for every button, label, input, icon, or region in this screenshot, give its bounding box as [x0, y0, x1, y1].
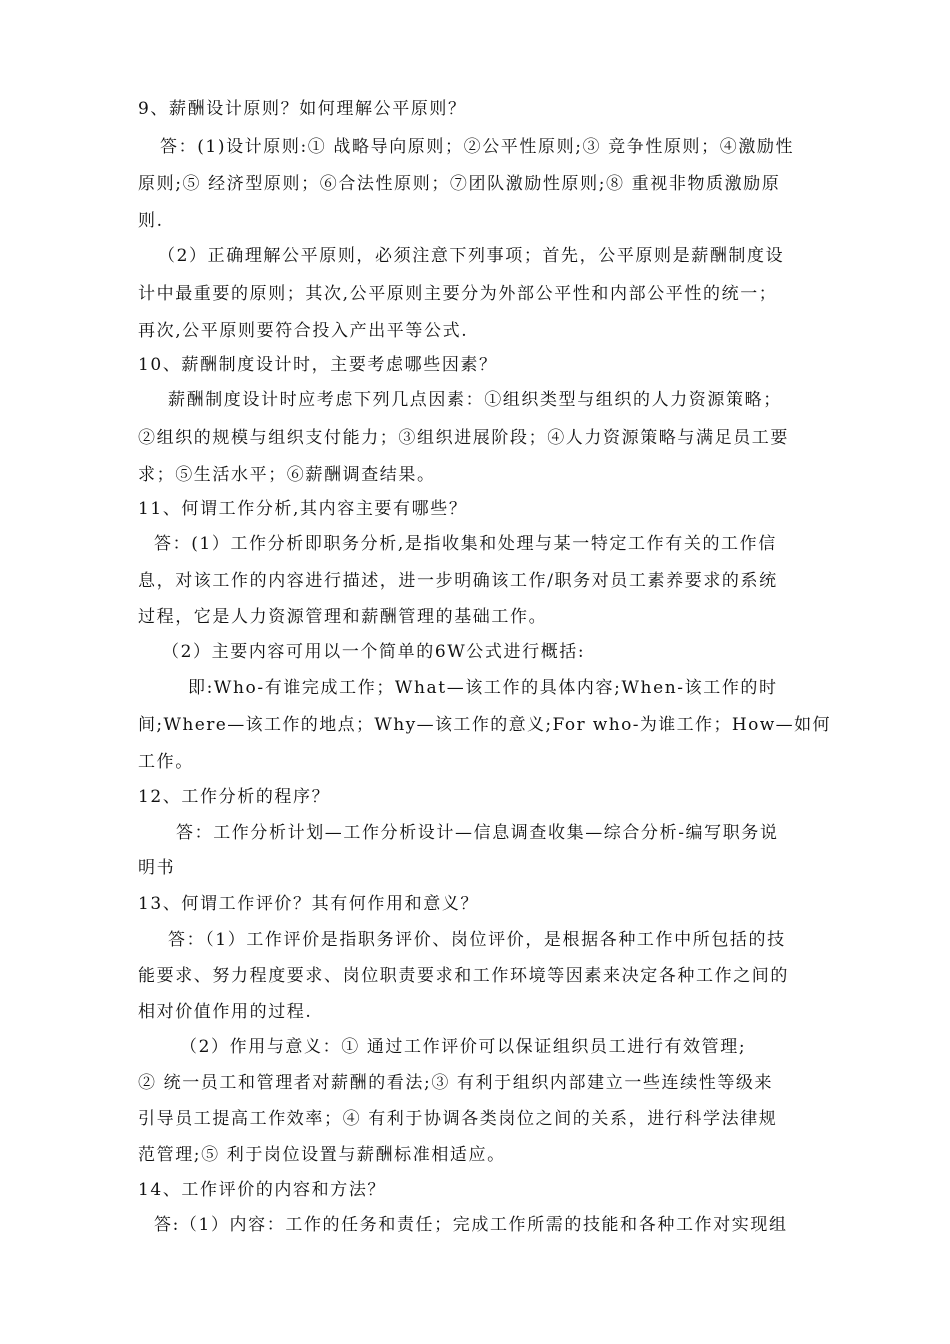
- answer-11-part-2-line-2: 即:Who-有谁完成工作；What—该工作的具体内容;When-该工作的时: [188, 678, 778, 698]
- answer-14-line-1: 答:（1）内容：工作的任务和责任；完成工作所需的技能和各种工作对实现组: [154, 1215, 788, 1235]
- answer-11-part-2-line-1: （2）主要内容可用以一个简单的6W公式进行概括:: [162, 642, 586, 662]
- answer-10-line-2: ②组织的规模与组织支付能力；③组织进展阶段；④人力资源策略与满足员工要: [138, 428, 789, 448]
- answer-13-line-2: 能要求、努力程度要求、岗位职责要求和工作环境等因素来决定各种工作之间的: [138, 966, 789, 986]
- answer-11-line-3: 过程，它是人力资源管理和薪酬管理的基础工作。: [138, 607, 548, 627]
- answer-9-line-1: 答：(1)设计原则:① 战略导向原则；②公平性原则;③ 竞争性原则；④激励性: [160, 137, 795, 157]
- answer-13-part-2-line-3: 引导员工提高工作效率；④ 有利于协调各类岗位之间的关系，进行科学法律规: [138, 1109, 778, 1129]
- question-9-heading: 9、薪酬设计原则？如何理解公平原则？: [138, 99, 467, 119]
- question-13-heading: 13、何谓工作评价？其有何作用和意义？: [138, 894, 480, 914]
- answer-11-line-1: 答：(1）工作分析即职务分析,是指收集和处理与某一特定工作有关的工作信: [154, 534, 777, 554]
- answer-13-part-2-line-1: （2）作用与意义：① 通过工作评价可以保证组织员工进行有效管理;: [180, 1037, 747, 1057]
- answer-12-line-2: 明书: [138, 858, 176, 878]
- answer-9-part-2-line-1: （2）正确理解公平原则，必须注意下列事项；首先，公平原则是薪酬制度设: [158, 246, 785, 266]
- question-11-heading: 11、何谓工作分析,其内容主要有哪些？: [138, 499, 468, 519]
- answer-10-line-3: 求；⑤生活水平；⑥薪酬调查结果。: [138, 465, 436, 485]
- answer-10-line-1: 薪酬制度设计时应考虑下列几点因素：①组织类型与组织的人力资源策略；: [168, 390, 782, 410]
- answer-9-line-2: 原则;⑤ 经济型原则；⑥合法性原则；⑦团队激励性原则;⑧ 重视非物质激励原: [138, 174, 781, 194]
- answer-13-line-3: 相对价值作用的过程.: [138, 1002, 313, 1022]
- question-12-heading: 12、工作分析的程序？: [138, 787, 331, 807]
- answer-12-line-1: 答：工作分析计划—工作分析设计—信息调查收集—综合分析-编写职务说: [176, 823, 779, 843]
- question-14-heading: 14、工作评价的内容和方法？: [138, 1180, 387, 1200]
- answer-11-part-2-line-3: 间;Where—该工作的地点；Why—该工作的意义;For who-为谁工作；How—如何: [138, 715, 831, 735]
- answer-9-part-2-line-3: 再次,公平原则要符合投入产出平等公式.: [138, 321, 469, 341]
- answer-13-line-1: 答：（1）工作评价是指职务评价、岗位评价，是根据各种工作中所包括的技: [168, 930, 786, 950]
- answer-13-part-2-line-4: 范管理;⑤ 利于岗位设置与薪酬标准相适应。: [138, 1145, 506, 1165]
- answer-11-line-2: 息，对该工作的内容进行描述，进一步明确该工作/职务对员工素养要求的系统: [138, 571, 778, 591]
- answer-9-line-3: 则.: [138, 211, 164, 231]
- question-10-heading: 10、薪酬制度设计时，主要考虑哪些因素？: [138, 355, 498, 375]
- answer-13-part-2-line-2: ② 统一员工和管理者对薪酬的看法;③ 有利于组织内部建立一些连续性等级来: [138, 1073, 774, 1093]
- answer-9-part-2-line-2: 计中最重要的原则；其次,公平原则主要分为外部公平性和内部公平性的统一；: [138, 284, 778, 304]
- answer-11-part-2-line-4: 工作。: [138, 752, 194, 772]
